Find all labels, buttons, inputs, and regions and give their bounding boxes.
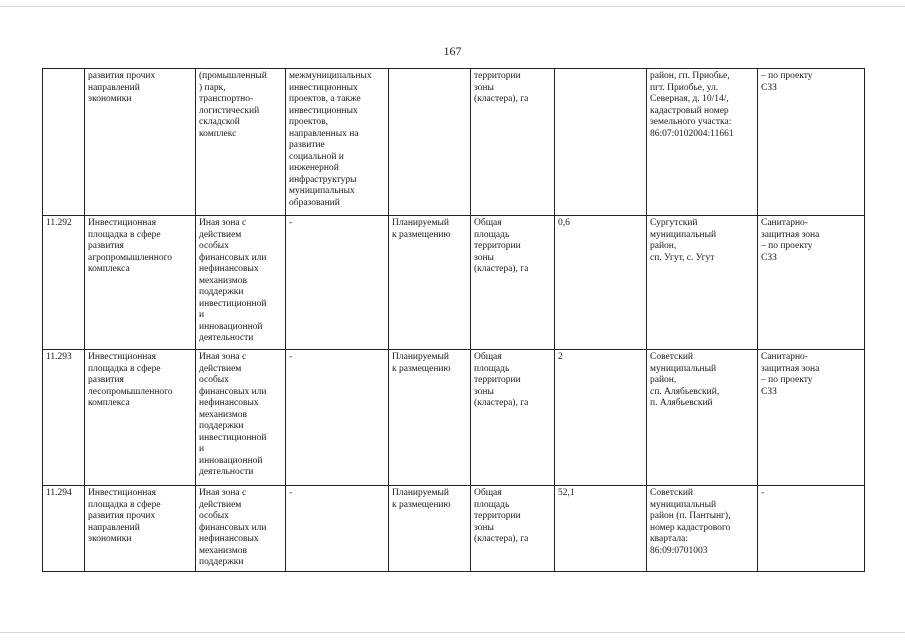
- cell-location: [647, 350, 758, 486]
- cell-text: 11.292: [46, 218, 72, 228]
- cell-text: -: [289, 488, 293, 498]
- cell-param: [471, 350, 555, 486]
- scan-edge-top: [0, 6, 905, 7]
- cell-purpose: [286, 216, 389, 350]
- cell-purpose: [286, 69, 389, 216]
- cell-text: Инвестиционная площадка в сфере развития прочих направлений экономики: [88, 488, 161, 544]
- cell-status: [389, 350, 471, 486]
- cell-restrictions: [758, 350, 865, 486]
- cell-text: 52,1: [558, 488, 575, 498]
- cell-text: Санитарно- защитная зона – по проекту СЗЗ: [761, 352, 820, 397]
- cell-text: Инвестиционная площадка в сфере развития лесопромышленного комплекса: [88, 352, 173, 408]
- cell-zone-type: [196, 486, 286, 572]
- cell-value: [555, 69, 647, 216]
- cell-text: территории зоны (кластера), га: [474, 71, 529, 104]
- cell-num: [43, 69, 85, 216]
- table-row: [43, 350, 865, 486]
- cell-status: [389, 216, 471, 350]
- cell-text: Планируемый к размещению: [392, 488, 451, 510]
- cell-status: [389, 69, 471, 216]
- cell-num: [43, 486, 85, 572]
- cell-text: (промышленный ) парк, транспортно- логистический складской комплекс: [199, 71, 267, 139]
- cell-purpose: [286, 350, 389, 486]
- cell-text: Советский муниципальный район (п. Пантынг), номер кадастрового квартала: 86:09:0701003: [650, 488, 731, 556]
- cell-text: Общая площадь территории зоны (кластера), га: [474, 352, 529, 408]
- cell-text: Санитарно- защитная зона – по проекту СЗЗ: [761, 218, 820, 263]
- cell-text: -: [761, 488, 765, 498]
- cell-text: 11.293: [46, 352, 72, 362]
- cell-name: [85, 69, 196, 216]
- cell-name: [85, 486, 196, 572]
- page-number: 167: [443, 44, 462, 58]
- cell-location: [647, 216, 758, 350]
- cell-text: Иная зона с действием особых финансовых или нефинансовых механизмов поддержки: [199, 488, 267, 567]
- cell-zone-type: [196, 69, 286, 216]
- cell-purpose: [286, 486, 389, 572]
- cell-text: 0,6: [558, 218, 570, 228]
- cell-text: развития прочих направлений экономики: [88, 71, 156, 104]
- cell-text: район, гп. Приобье, пгт. Приобье, ул. Северная, д. 10/14/, кадастровый номер земельного участка: 86:07:0102004:11661: [650, 71, 734, 139]
- cell-num: [43, 216, 85, 350]
- cell-text: Планируемый к размещению: [392, 218, 451, 240]
- cell-text: -: [289, 352, 293, 362]
- cell-text: – по проекту СЗЗ: [761, 71, 813, 93]
- cell-text: Инвестиционная площадка в сфере развития агропромышленного комплекса: [88, 218, 173, 274]
- cell-restrictions: [758, 486, 865, 572]
- cell-text: Планируемый к размещению: [392, 352, 451, 374]
- table-row: [43, 69, 865, 216]
- cell-text: Общая площадь территории зоны (кластера), га: [474, 488, 529, 544]
- table-row: [43, 486, 865, 572]
- cell-name: [85, 350, 196, 486]
- table-row: [43, 216, 865, 350]
- cell-param: [471, 69, 555, 216]
- scan-edge-bottom: [0, 632, 905, 633]
- cell-text: 11.294: [46, 488, 72, 498]
- cell-value: [555, 486, 647, 572]
- cell-status: [389, 486, 471, 572]
- cell-text: Иная зона с действием особых финансовых или нефинансовых механизмов поддержки инвестиционной и инновационной деятельности: [199, 352, 267, 477]
- cell-location: [647, 69, 758, 216]
- cell-name: [85, 216, 196, 350]
- cell-value: [555, 216, 647, 350]
- cell-zone-type: [196, 216, 286, 350]
- cell-restrictions: [758, 216, 865, 350]
- cell-restrictions: [758, 69, 865, 216]
- cell-location: [647, 486, 758, 572]
- cell-text: Общая площадь территории зоны (кластера), га: [474, 218, 529, 274]
- cell-num: [43, 350, 85, 486]
- cell-text: Иная зона с действием особых финансовых или нефинансовых механизмов поддержки инвестиционной и инновационной деятельности: [199, 218, 267, 343]
- cell-text: Сургутский муниципальный район, сп. Угут, с. Угут: [650, 218, 717, 263]
- cell-value: [555, 350, 647, 486]
- cell-param: [471, 486, 555, 572]
- zones-table: [42, 68, 865, 572]
- cell-text: Советский муниципальный район, сп. Алябьевский, п. Алябьевский: [650, 352, 720, 408]
- cell-text: межмуниципальных инвестиционных проектов, а также инвестиционных проектов, направленных на развитие социальной и инженерной инфраструктуры муниципальных образований: [289, 71, 372, 208]
- cell-text: -: [289, 218, 293, 228]
- cell-zone-type: [196, 350, 286, 486]
- cell-text: 2: [558, 352, 563, 362]
- cell-param: [471, 216, 555, 350]
